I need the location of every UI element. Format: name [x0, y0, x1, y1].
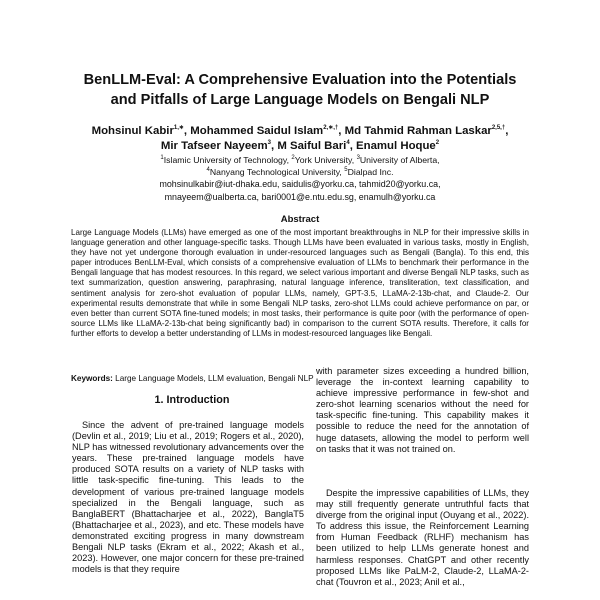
affiliation-number: 5: [344, 167, 348, 174]
affiliation: University of Alberta,: [359, 155, 440, 165]
section-heading-introduction: 1. Introduction: [154, 394, 230, 406]
affiliation: York University,: [294, 155, 355, 165]
intro-right-paragraph-2: Despite the impressive capabilities of LLMs, they may still frequently generate untruthful facts that diverge from the original input (Ouyang et al., 2022). To address this issue, the Reinforcement Learning from Human Feedback (RLHF) mechanism has been utilized to help LLMs generate honest and harmless responses. ChatGPT and other recently proposed LLMs like PaLM-2, Claude-2, LLaMA-2-chat (Touvron et al., 2023; Anil et al.,: [316, 488, 529, 587]
author-mark: 1,∗: [173, 125, 184, 132]
keywords-label: Keywords:: [71, 374, 113, 383]
affiliation-number: 1: [160, 155, 164, 162]
author-mark: 4: [346, 140, 350, 147]
title-line-1: BenLLM-Eval: A Comprehensive Evaluation into the Potentials: [83, 72, 517, 88]
affiliation: Islamic University of Technology,: [163, 155, 289, 165]
affiliation-number: 3: [356, 155, 360, 162]
affiliation-number: 4: [206, 167, 210, 174]
affiliations: [40, 154, 560, 178]
author-name: Mir Tafseer Nayeem: [160, 140, 268, 152]
author-name: Mohammed Saidul Islam: [190, 125, 324, 137]
author-list: Mohsinul Kabir$^{1,∗}$, Mohammed Saidul Islam$^{2,∗,\dagger}$, Md Tahmid Rahman Laskar$^{2,5,\dagger}$, Mir Tafseer Nayeem$^3$, M Saiful Bari$^4$, Enamul Hoque$^2$: [91, 125, 509, 152]
affiliation: Dialpad Inc.: [347, 167, 394, 177]
author-emails: [40, 178, 560, 203]
author-name: Md Tahmid Rahman Laskar: [344, 125, 492, 137]
emails-line-2: mnayeem@ualberta.ca, bari0001@e.ntu.edu.sg, enamulh@yorku.ca: [164, 191, 436, 202]
paper-title: [50, 70, 550, 110]
author-mark: 2: [435, 140, 440, 147]
title-line-2: and Pitfalls of Large Language Models on Bengali NLP: [110, 92, 490, 108]
affiliation-number: 2: [291, 155, 295, 162]
author-name: Enamul Hoque: [356, 140, 436, 152]
author-name: M Saiful Bari: [277, 140, 347, 152]
author-mark: 3: [267, 140, 271, 147]
affiliation: Nanyang Technological University,: [209, 167, 342, 177]
author-mark: 2,5,†: [491, 125, 506, 132]
author-name: Mohsinul Kabir: [91, 125, 174, 137]
intro-right-paragraph-1: with parameter sizes exceeding a hundred billion, leverage the in-context learning capability to achieve impressive performance in few-shot and zero-shot learning scenarios without the need for task-specific fine-tuning. This capability makes it possible to reduce the need for the annotation of huge datasets, allowing the model to perform well on tasks that it was not trained on.: [316, 366, 529, 454]
abstract-heading: Abstract: [280, 214, 320, 225]
emails-line-1: mohsinulkabir@iut-dhaka.edu, saidulis@yorku.ca, tahmid20@yorku.ca,: [159, 179, 441, 189]
abstract-text: Large Language Models (LLMs) have emerged as one of the most important breakthroughs in NLP for their impressive skills in language generation and other language-specific tasks. Though LLMs have been evaluated in various tasks, mostly in English, they have not yet undergone thorough evaluation in under-resourced languages such as Bengali (Bangla). To this end, this paper introduces BenLLM-Eval, which consists of a comprehensive evaluation of LLMs to benchmark their performance in the Bengali language that has modest resources. In this regard, we select various important and diverse Bengali NLP tasks, such as text summarization, question answering, paraphrasing, natural language inference, transliteration, text classification, and sentiment analysis for zero-shot evaluation of popular LLMs, namely, GPT-3.5, LLaMA-2-13b-chat, and Claude-2. Our experimental results demonstrate that while in some Bengali NLP tasks, zero-shot LLMs could achieve performance on par, or even better than current SOTA fine-tuned models; in most tasks, their performance is quite poor (with the performance of open-source LLMs like LLaMA-2-13b-chat being significantly bad) in comparison to the current SOTA results. Therefore, it calls for further efforts to develop a better understanding of LLMs in modest-resourced languages like Bengali.: [71, 228, 529, 338]
author-mark: 2,∗,†: [323, 125, 339, 132]
keywords-text: Large Language Models, LLM evaluation, Bengali NLP: [115, 374, 314, 383]
intro-left-column: Since the advent of pre-trained language models (Devlin et al., 2019; Liu et al., 2019; Rogers et al., 2020), NLP has witnessed revolutionary advancements over the years. These pre-trained language models have produced SOTA results on a variety of NLP tasks with little task-specific fine-tuning. This leads to the development of various pre-trained language models specialized in the Bengali language, such as BanglaBERT (Bhattacharjee et al., 2022), BanglaT5 (Bhattacharjee et al., 2023), and etc. These models have demonstrated exciting progress in many downstream Bengali NLP tasks (Ekram et al., 2022; Akash et al., 2023). However, one major concern for these pre-trained models is that they require: [72, 420, 304, 575]
